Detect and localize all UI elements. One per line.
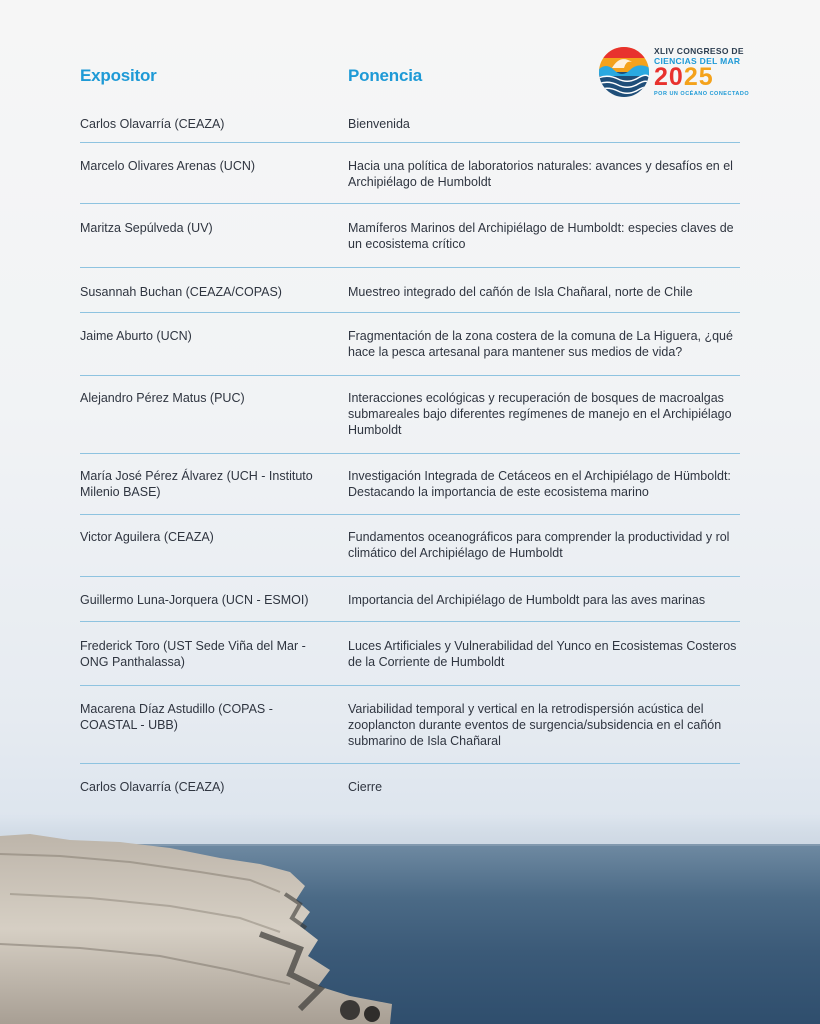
row-divider (80, 763, 740, 764)
ponencia-cell: Fundamentos oceanográficos para comprender la productividad y rol climático del Archipiélago de Humboldt (348, 530, 730, 560)
expositor-cell: Frederick Toro (UST Sede Viña del Mar - ONG Panthalassa) (80, 639, 306, 669)
rocky-cliff (0, 814, 420, 1024)
expositor-cell: Guillermo Luna-Jorquera (UCN - ESMOI) (80, 593, 309, 607)
expositor-cell: María José Pérez Álvarez (UCH - Instituto Milenio BASE) (80, 469, 313, 499)
expositor-cell: Maritza Sepúlveda (UV) (80, 221, 213, 235)
row-divider (80, 267, 740, 268)
ponencia-cell: Hacia una política de laboratorios naturales: avances y desafíos en el Archipiélago de Humboldt (348, 159, 733, 189)
expositor-cell: Carlos Olavarría (CEAZA) (80, 117, 225, 131)
congress-logo (598, 44, 748, 104)
expositor-cell: Carlos Olavarría (CEAZA) (80, 780, 225, 794)
logo-year-part2: 25 (683, 63, 714, 91)
logo-year-part1: 20 (654, 63, 684, 91)
expositor-cell: Victor Aguilera (CEAZA) (80, 530, 214, 544)
logo-subtitle: POR UN OCÉANO CONECTADO (654, 91, 750, 97)
coastal-seascape-photo (0, 814, 820, 1024)
expositor-cell: Jaime Aburto (UCN) (80, 329, 192, 343)
ponencia-cell: Mamíferos Marinos del Archipiélago de Humboldt: especies claves de un ecosistema crítico (348, 221, 734, 251)
ponencia-cell: Interacciones ecológicas y recuperación de bosques de macroalgas submareales bajo diferentes regímenes de manejo en el Archipiélago Humboldt (348, 391, 732, 437)
expositor-cell: Macarena Díaz Astudillo (COPAS - COASTAL - UBB) (80, 702, 273, 732)
row-divider (80, 453, 740, 454)
ponencia-cell: Cierre (348, 780, 383, 794)
logo-title-line1: XLIV CONGRESO DE (654, 46, 744, 56)
ponencia-cell: Bienvenida (348, 117, 410, 131)
expositor-cell: Marcelo Olivares Arenas (UCN) (80, 159, 256, 173)
ponencia-cell: Muestreo integrado del cañón de Isla Chañaral, norte de Chile (348, 285, 693, 299)
ponencia-cell: Investigación Integrada de Cetáceos en el Archipiélago de Hümboldt: Destacando la importancia de este ecosistema marino (348, 469, 731, 499)
row-divider (80, 375, 740, 376)
column-header-ponencia: Ponencia (348, 66, 422, 85)
row-divider (80, 142, 740, 143)
row-divider (80, 312, 740, 313)
ponencia-cell: Fragmentación de la zona costera de la comuna de La Higuera, ¿qué hace la pesca artesanal para mantener sus medios de vida? (348, 329, 733, 359)
row-divider (80, 514, 740, 515)
expositor-cell: Alejandro Pérez Matus (PUC) (80, 391, 245, 405)
row-divider (80, 685, 740, 686)
column-header-expositor: Expositor (80, 66, 157, 85)
ponencia-cell: Variabilidad temporal y vertical en la retrodispersión acústica del zooplancton durante eventos de surgencia/subsidencia en el cañón submarino de Isla Chañaral (348, 702, 722, 748)
ponencia-cell: Importancia del Archipiélago de Humboldt para las aves marinas (348, 593, 706, 607)
row-divider (80, 621, 740, 622)
ocean-wave-emblem-icon (598, 46, 650, 98)
row-divider (80, 203, 740, 204)
logo-title-line2: CIENCIAS DEL MAR (654, 56, 741, 66)
expositor-cell: Susannah Buchan (CEAZA/COPAS) (80, 285, 282, 299)
ponencia-cell: Luces Artificiales y Vulnerabilidad del Yunco en Ecosistemas Costeros de la Corriente de Humboldt (348, 639, 737, 669)
row-divider (80, 576, 740, 577)
logo-year (654, 63, 714, 91)
